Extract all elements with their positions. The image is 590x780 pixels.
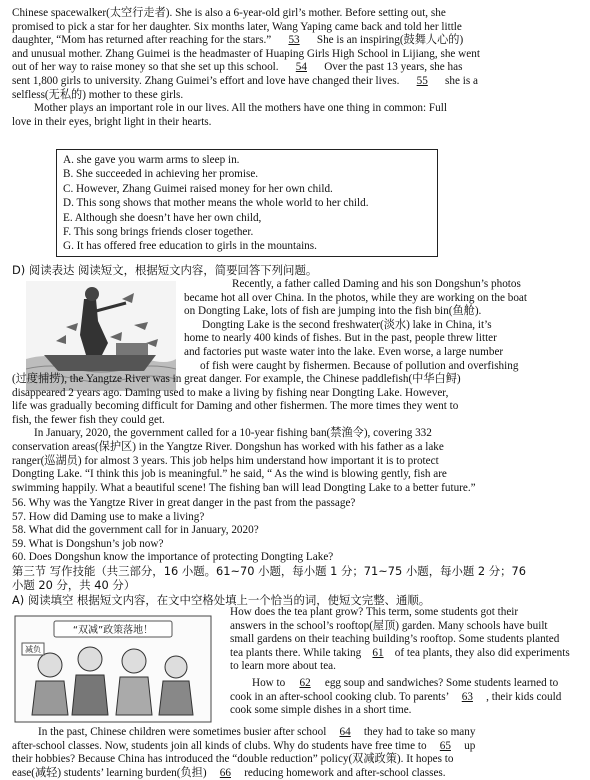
passage-line: of fish were caught by fishermen. Because of pollution and overfishing [200,359,519,372]
passage-line: In the past, Chinese children were sometimes busier after school 64 they had to take so many [38,726,476,738]
section-a-right-column [230,606,570,718]
questions-56-60 [12,497,580,565]
passage-line: answers in the school’s rooftop(屋顶) garden. Many schools have built [230,619,548,632]
section-d-heading: D) 阅读表达 阅读短文，根据短文内容，简要回答下列问题。 [12,263,318,277]
section-d-right-column [184,278,527,373]
question-58: 58. What did the government call for in January, 2020? [12,524,259,537]
passage-line: sent 1,800 girls to university. Zhang Guimei’s effort and love have changed their lives. 55 she is a [12,74,478,87]
passage-line: ease(减轻) students’ learning burden(负担) 66 reducing homework and after-school classes. [12,766,446,779]
passage-line: on Dongting Lake, lots of fish are jumping into the fish bin(鱼舱). [184,305,482,318]
passage-line: ranger(巡湖员) for almost 3 years. This job helps him understand how important it is to protect [12,454,439,467]
passage-line: How does the tea plant grow? This term, some students got their [230,606,519,618]
passage-line: fish, the fewer fish they could get. [12,413,165,426]
passage-line: Dongting Lake. “I think this job is meaningful.” he said, “ As the wind is blowing gently, fish are [12,468,447,481]
question-60: 60. Does Dongshun know the importance of protecting Dongting Lake? [12,551,334,564]
passage-line: promised to pick a star for her daughter. Six months later, Wang Yaping came back and told her little [12,20,462,33]
passage-line: Dongting Lake is the second freshwater(淡水) lake in China, it’s [202,318,492,331]
passage-line: cook in an after-school cooking club. To parents’ 63 , their kids could [230,690,562,703]
passage-line: swimming happily. What a beautiful scene! The fishing ban will lead Dongting Lake to a better future.” [12,481,476,494]
option-g: G. It has offered free education to girls in the mountains. [63,240,317,253]
passage-line: to learn more about tea. [230,660,336,673]
question-56: 56. Why was the Yangtze River in great danger in the past from the passage? [12,497,356,509]
passage-line: Mother plays an important role in our lives. All the mothers have one thing in common: Full [34,102,447,115]
passage-line: Recently, a father called Daming and his son Dongshun’s photos [232,278,521,290]
option-d: D. This song shows that mother means the whole world to her child. [63,197,369,210]
question-57: 57. How did Daming use to make a living? [12,510,205,523]
option-e: E. Although she doesn’t have her own child, [63,211,262,224]
question-59: 59. What is Dongshun’s job now? [12,537,164,550]
passage-line: after-school classes. Now, students join all kinds of clubs. Why do students have free time to 65 up [12,739,476,752]
blank-63[interactable]: 63 [461,690,473,703]
passage-line: How to 62 egg soup and sandwiches? Some students learned to [252,676,559,689]
option-c: C. However, Zhang Guimei raised money for her own child. [63,182,333,195]
passage-c [12,7,580,129]
passage-line: cook some simple dishes in a short time. [230,704,412,717]
section-a-passage [12,726,580,780]
blank-55[interactable]: 55 [416,74,428,87]
passage-line: small gardens on their teaching building’s rooftop. Some students planted [230,633,560,646]
passage-line: disappeared 2 years ago. Daming used to make a living by fishing near Dongting Lake. However, [12,386,449,399]
blank-54[interactable]: 54 [295,61,307,74]
passage-line: (过度捕捞), the Yangtze River was in great danger. For example, the Chinese paddlefish(中华白鲟) [12,373,461,385]
passage-line: out of her way to raise money so that she set up this school. 54 Over the past 13 years, she has [12,61,463,74]
passage-line: selfless(无私的) mother to these girls. [12,88,184,101]
passage-line: and unusual mother. Zhang Guimei is the headmaster of Huaping Girls High School in Lijiang, she went [12,47,480,60]
passage-line: their hobbies? Because China has introduced the “double reduction” policy(双减政策). It hopes to [12,753,454,766]
option-b: B. She succeeded in achieving her promise. [63,168,259,181]
passage-line: love in their eyes, bright light in their hearts. [12,115,212,128]
option-a: A. she gave you warm arms to sleep in. [63,154,240,166]
passage-line: tea plants there. While taking 61 of tea plants, they also did experiments [230,646,570,659]
blank-65[interactable]: 65 [439,739,451,752]
blank-62[interactable]: 62 [299,676,311,689]
blank-66[interactable]: 66 [219,766,231,779]
poster-tag: 减负 [25,645,41,654]
blank-64[interactable]: 64 [339,726,351,738]
passage-line: Chinese spacewalker(太空行走者). She is also a 6-year-old girl’s mother. Before setting out, she [12,7,446,19]
section-d-passage [12,373,580,495]
blank-61[interactable]: 61 [372,646,384,659]
passage-line: life was gradually becoming difficult for Daming and other fishermen. The more times they went to [12,400,459,413]
options-box [56,149,438,257]
passage-line: and factories put waste water into the lake. Even worse, a large number [184,345,504,358]
passage-line: daughter, “Mom has returned after reaching for the stars.” 53 She is an inspiring(鼓舞人心的) [12,34,464,47]
passage-line: conservation areas(保护区) in the Yangtze River. Dongshun has worked with his father as a lake [12,440,444,453]
passage-line: In January, 2020, the government called for a 10-year fishing ban(禁渔令), covering 332 [34,427,432,440]
section-a-heading: A) 阅读填空 根据短文内容，在文中空格处填上一个恰当的词，使短文完整、通顺。 [12,593,431,607]
passage-line: became hot all over China. In the photos, while they are working on the boat [184,291,527,304]
poster-title: “双减”政策落地！ [72,625,154,636]
double-reduction-poster-illustration [14,615,212,723]
section-3-heading: 第三节 写作技能（共三部分，16 小题。61~70 小题，每小题 1 分；71~75 小题，每小题 2 分；76 [12,564,527,578]
section-3-heading-cont: 小题 20 分，共 40 分） [12,578,136,592]
option-f: F. This song brings friends closer together. [63,226,254,239]
blank-53[interactable]: 53 [288,34,300,47]
passage-line: home to nearly 400 kinds of fishes. But in the past, people threw litter [184,332,497,345]
